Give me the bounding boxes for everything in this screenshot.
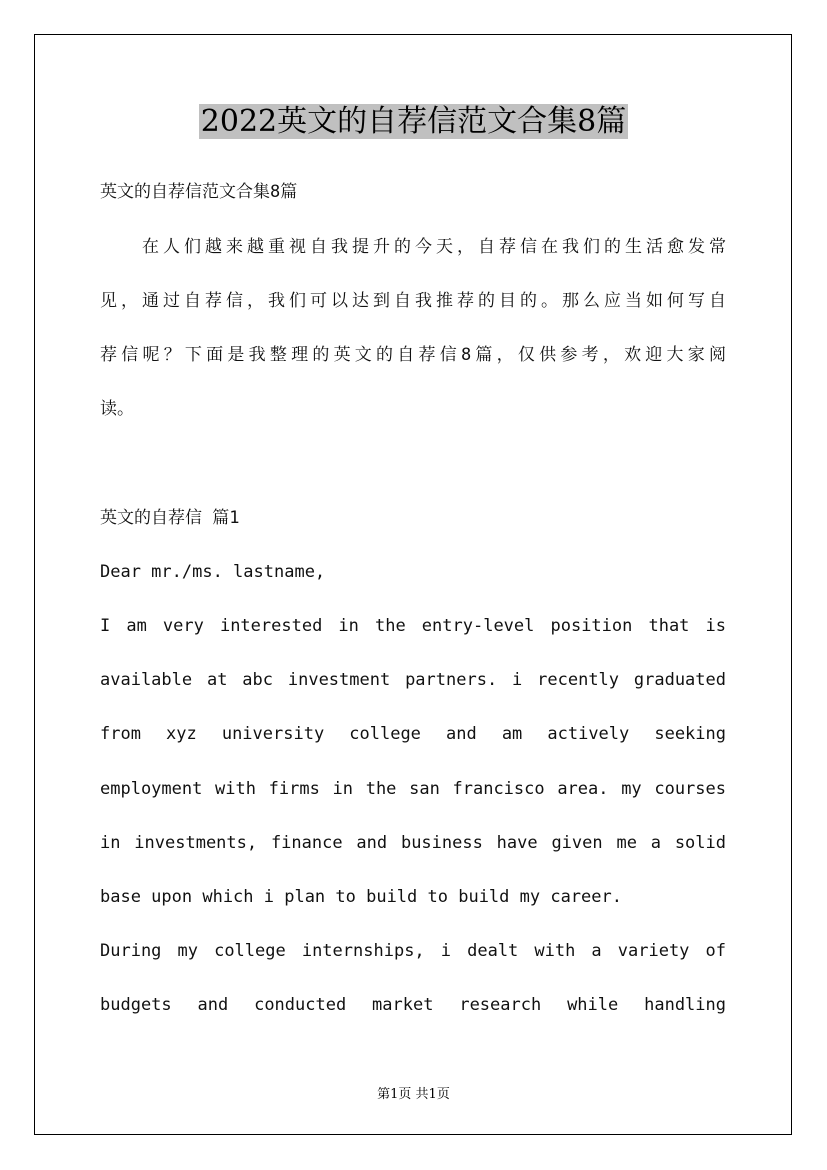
paragraph-line: from xyz university college and am actively seeking (100, 724, 726, 744)
intro-line: 在人们越来越重视自我提升的今天，自荐信在我们的生活愈发常 (100, 237, 726, 257)
paragraph-line: in investments, finance and business have given me a solid (100, 833, 726, 853)
intro-line: 见，通过自荐信，我们可以达到自我推荐的目的。那么应当如何写自 (100, 291, 726, 311)
paragraph-line: available at abc investment partners. i recently graduated (100, 670, 726, 690)
letter-greeting: Dear mr./ms. lastname, (100, 562, 326, 582)
section-heading: 英文的自荐信 篇1 (100, 508, 240, 528)
paragraph-line: budgets and conducted market research while handling (100, 995, 726, 1015)
paragraph-line: employment with firms in the san francisco area. my courses (100, 779, 726, 799)
paragraph-line: I am very interested in the entry-level position that is (100, 616, 726, 636)
page-number-footer: 第1页 共1页 (377, 1087, 450, 1102)
intro-line: 读。 (100, 399, 134, 419)
document-subtitle: 英文的自荐信范文合集8篇 (100, 182, 298, 202)
intro-line: 荐信呢？下面是我整理的英文的自荐信8篇，仅供参考，欢迎大家阅 (100, 345, 726, 365)
document-title: 2022英文的自荐信范文合集8篇 (200, 104, 627, 139)
paragraph-line: base upon which i plan to build to build my career. (100, 887, 622, 907)
paragraph-line: During my college internships, i dealt with a variety of (100, 941, 726, 961)
